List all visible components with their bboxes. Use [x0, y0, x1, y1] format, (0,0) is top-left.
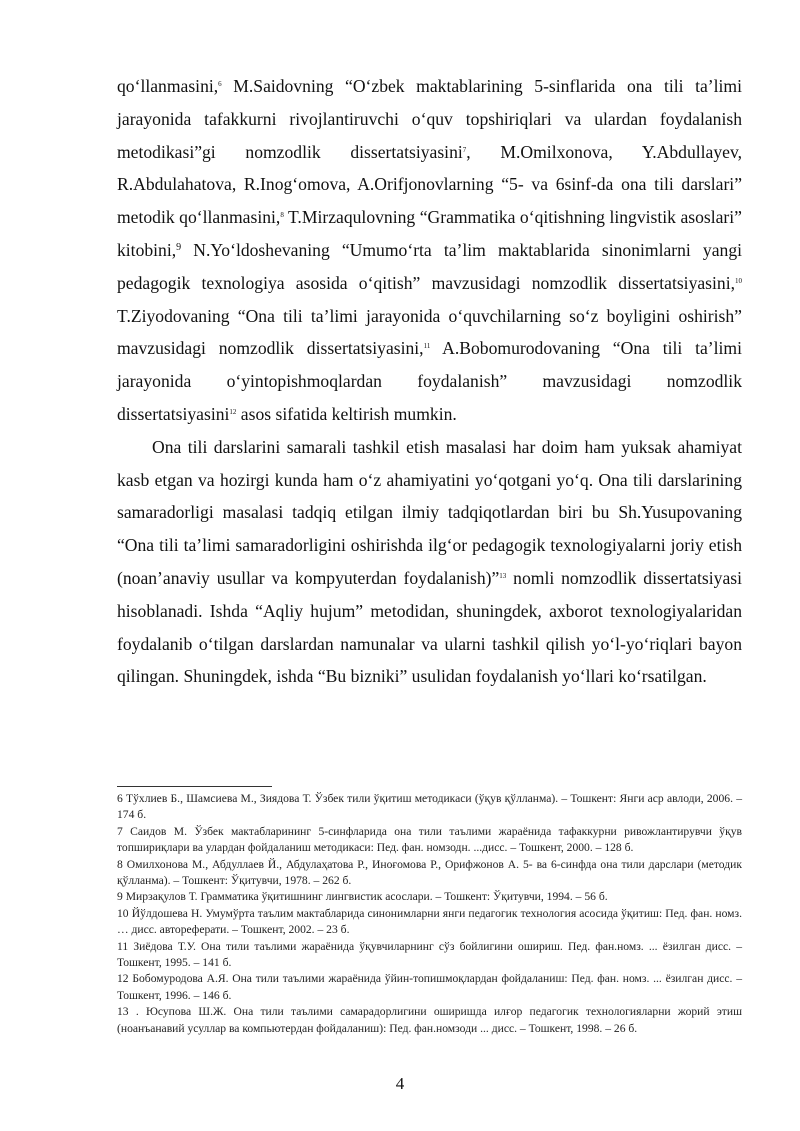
paragraph-1-text-7: A.Bobomurodovaning “Ona tili ta’limi jarayonida o‘yintopishmoqlardan foydalanish” mavzusidagi nomzodlik dissertatsiyasini [117, 338, 742, 424]
footnote-10: 10 Йўлдошева Н. Умумўрта таълим мактабларида синонимларни янги педагогик технология асосида ўқитиш: Пед. фан. номз. … дисс. автореферати. – Тошкент, 2002. – 23 б. [117, 906, 742, 937]
footnote-13: 13 . Юсупова Ш.Ж. Она тили таълими самарадорлигини оширишда илғор педагогик технологияларни жорий этиш (ноанъанавий усуллар ва компьютердан фойдаланиш): Пед. фан.номзоди ... дисс. – Тошкент, 1998. – 26 б. [117, 1005, 742, 1035]
paragraph-1-text-1: qo‘llanmasini, [117, 76, 219, 96]
footnote-ref-10: 10 [735, 276, 742, 285]
footnote-11: 11 Зиёдова Т.У. Она тили таълими жараёнида ўқувчиларнинг сўз бойлигини ошириш. Пед. фан.номз. ... ёзилган дисс. – Тошкент, 1995. – 141 б. [117, 939, 742, 970]
footnote-ref-7: 7 [462, 145, 467, 154]
body-text [117, 70, 742, 693]
paragraph-1 [117, 70, 742, 431]
paragraph-2 [117, 431, 742, 693]
paragraph-1-text-2: M.Saidovning “O‘zbek maktablarining 5-sinflarida ona tili ta’limi jarayonida tafakkurni rivojlantiruvchi o‘quv topshiriqlari va ulardan foydalanish metodikasi”gi nomzodlik dissertatsiyasini [117, 76, 742, 162]
footnote-separator [117, 786, 272, 787]
footnote-9: 9 Мирзақулов Т. Грамматика ўқитишнинг лингвистик асослари. – Тошкент: Ўқитувчи, 1994. – 56 б. [117, 890, 608, 904]
footnote-6: 6 Тўхлиев Б., Шамсиева М., Зиядова Т. Ўзбек тили ўқитиш методикаси (ўқув қўлланма). – Тошкент: Янги аср авлоди, 2006. – 174 б. [117, 792, 742, 822]
footnote-ref-13: 13 [499, 571, 507, 580]
paragraph-1-text-8: asos sifatida keltirish mumkin. [236, 403, 457, 424]
footnotes [117, 791, 742, 1037]
footnote-ref-9: 9 [176, 241, 182, 253]
paragraph-2-text-1: Ona tili darslarini samarali tashkil etish masalasi har doim ham yuksak ahamiyat kasb etgan va hozirgi kunda ham o‘z ahamiyatini yo‘qotgani yo‘q. Ona tili darslarining samaradorligi masalasi tadqiq etilgan ilmiy tadqiqotlardan biri bu Sh.Yusupovaning “Ona tili ta’limi samaradorligini oshirishda ilg‘or pedagogik texnologiyalarni joriy etish (noan’anaviy usullar va kompyuterdan foydalanish)” [117, 436, 742, 588]
page-number: 4 [395, 1074, 405, 1093]
footnote-12: 12 Бобомуродова А.Я. Она тили таълими жараёнида ўйин-топишмоқлардан фойдаланиш: Пед. фан. номз. ... ёзилган дисс. – Тошкент, 1996. – 146 б. [117, 972, 742, 1002]
paragraph-1-text-3: , M.Omilxonova, Y.Abdullayev, R.Abdulahatova, R.Inog‘omova, A.Orifjonovlarning “5- va 6sinf-da ona tili darslari” metodik qo‘llanmasini, [117, 141, 742, 228]
footnote-8: 8 Омилхонова М., Абдуллаев Й., Абдулаҳатова Р., Иноғомова Р., Орифжонов А. 5- ва 6-синфда она тили дарслари (методик қўлланма). – Тошкент: Ўқитувчи, 1978. – 262 б. [117, 857, 742, 888]
footnote-ref-11: 11 [423, 342, 431, 351]
paragraph-1-text-5: N.Yo‘ldoshevaning “Umumo‘rta ta’lim maktablarida sinonimlarni yangi pedagogik texnologiya asosida o‘qitish” mavzusidagi nomzodlik dissertatsiyasini, [117, 239, 742, 293]
footnote-ref-8: 8 [280, 211, 284, 220]
footnote-ref-12: 12 [229, 407, 237, 416]
footnote-7: 7 Саидов М. Ўзбек мактабларининг 5-синфларида она тили таълими жараёнида тафаккурни ривожлантирувчи ўқув топшириқлари ва улардан фойдаланиш методикаси: Пед. фан. номзодн. ...дисс. – Тошкент, 2000. – 128 б. [117, 824, 742, 855]
paragraph-1-text-6: T.Ziyodovaning “Ona tili ta’limi jarayonida o‘quvchilarning so‘z boyligini oshirish” mavzusidagi nomzodlik dissertatsiyasini, [117, 305, 742, 359]
footnote-ref-6: 6 [218, 80, 222, 88]
paragraph-2-text-2: nomli nomzodlik dissertatsiyasi hisoblanadi. Ishda “Aqliy hujum” metodidan, shuningdek, axborot texnologiyalaridan foydalanib o‘tilgan darslardan namunalar va ularni tashkil qilish yo‘l-yo‘riqlari bayon qilingan. Shuningdek, ishda “Bu bizniki” usulidan foydalanish yo‘llari ko‘rsatilgan. [117, 567, 742, 687]
paragraph-1-text-4: T.Mirzaqulovning “Grammatika o‘qitishning lingvistik asoslari” kitobini, [117, 207, 742, 260]
